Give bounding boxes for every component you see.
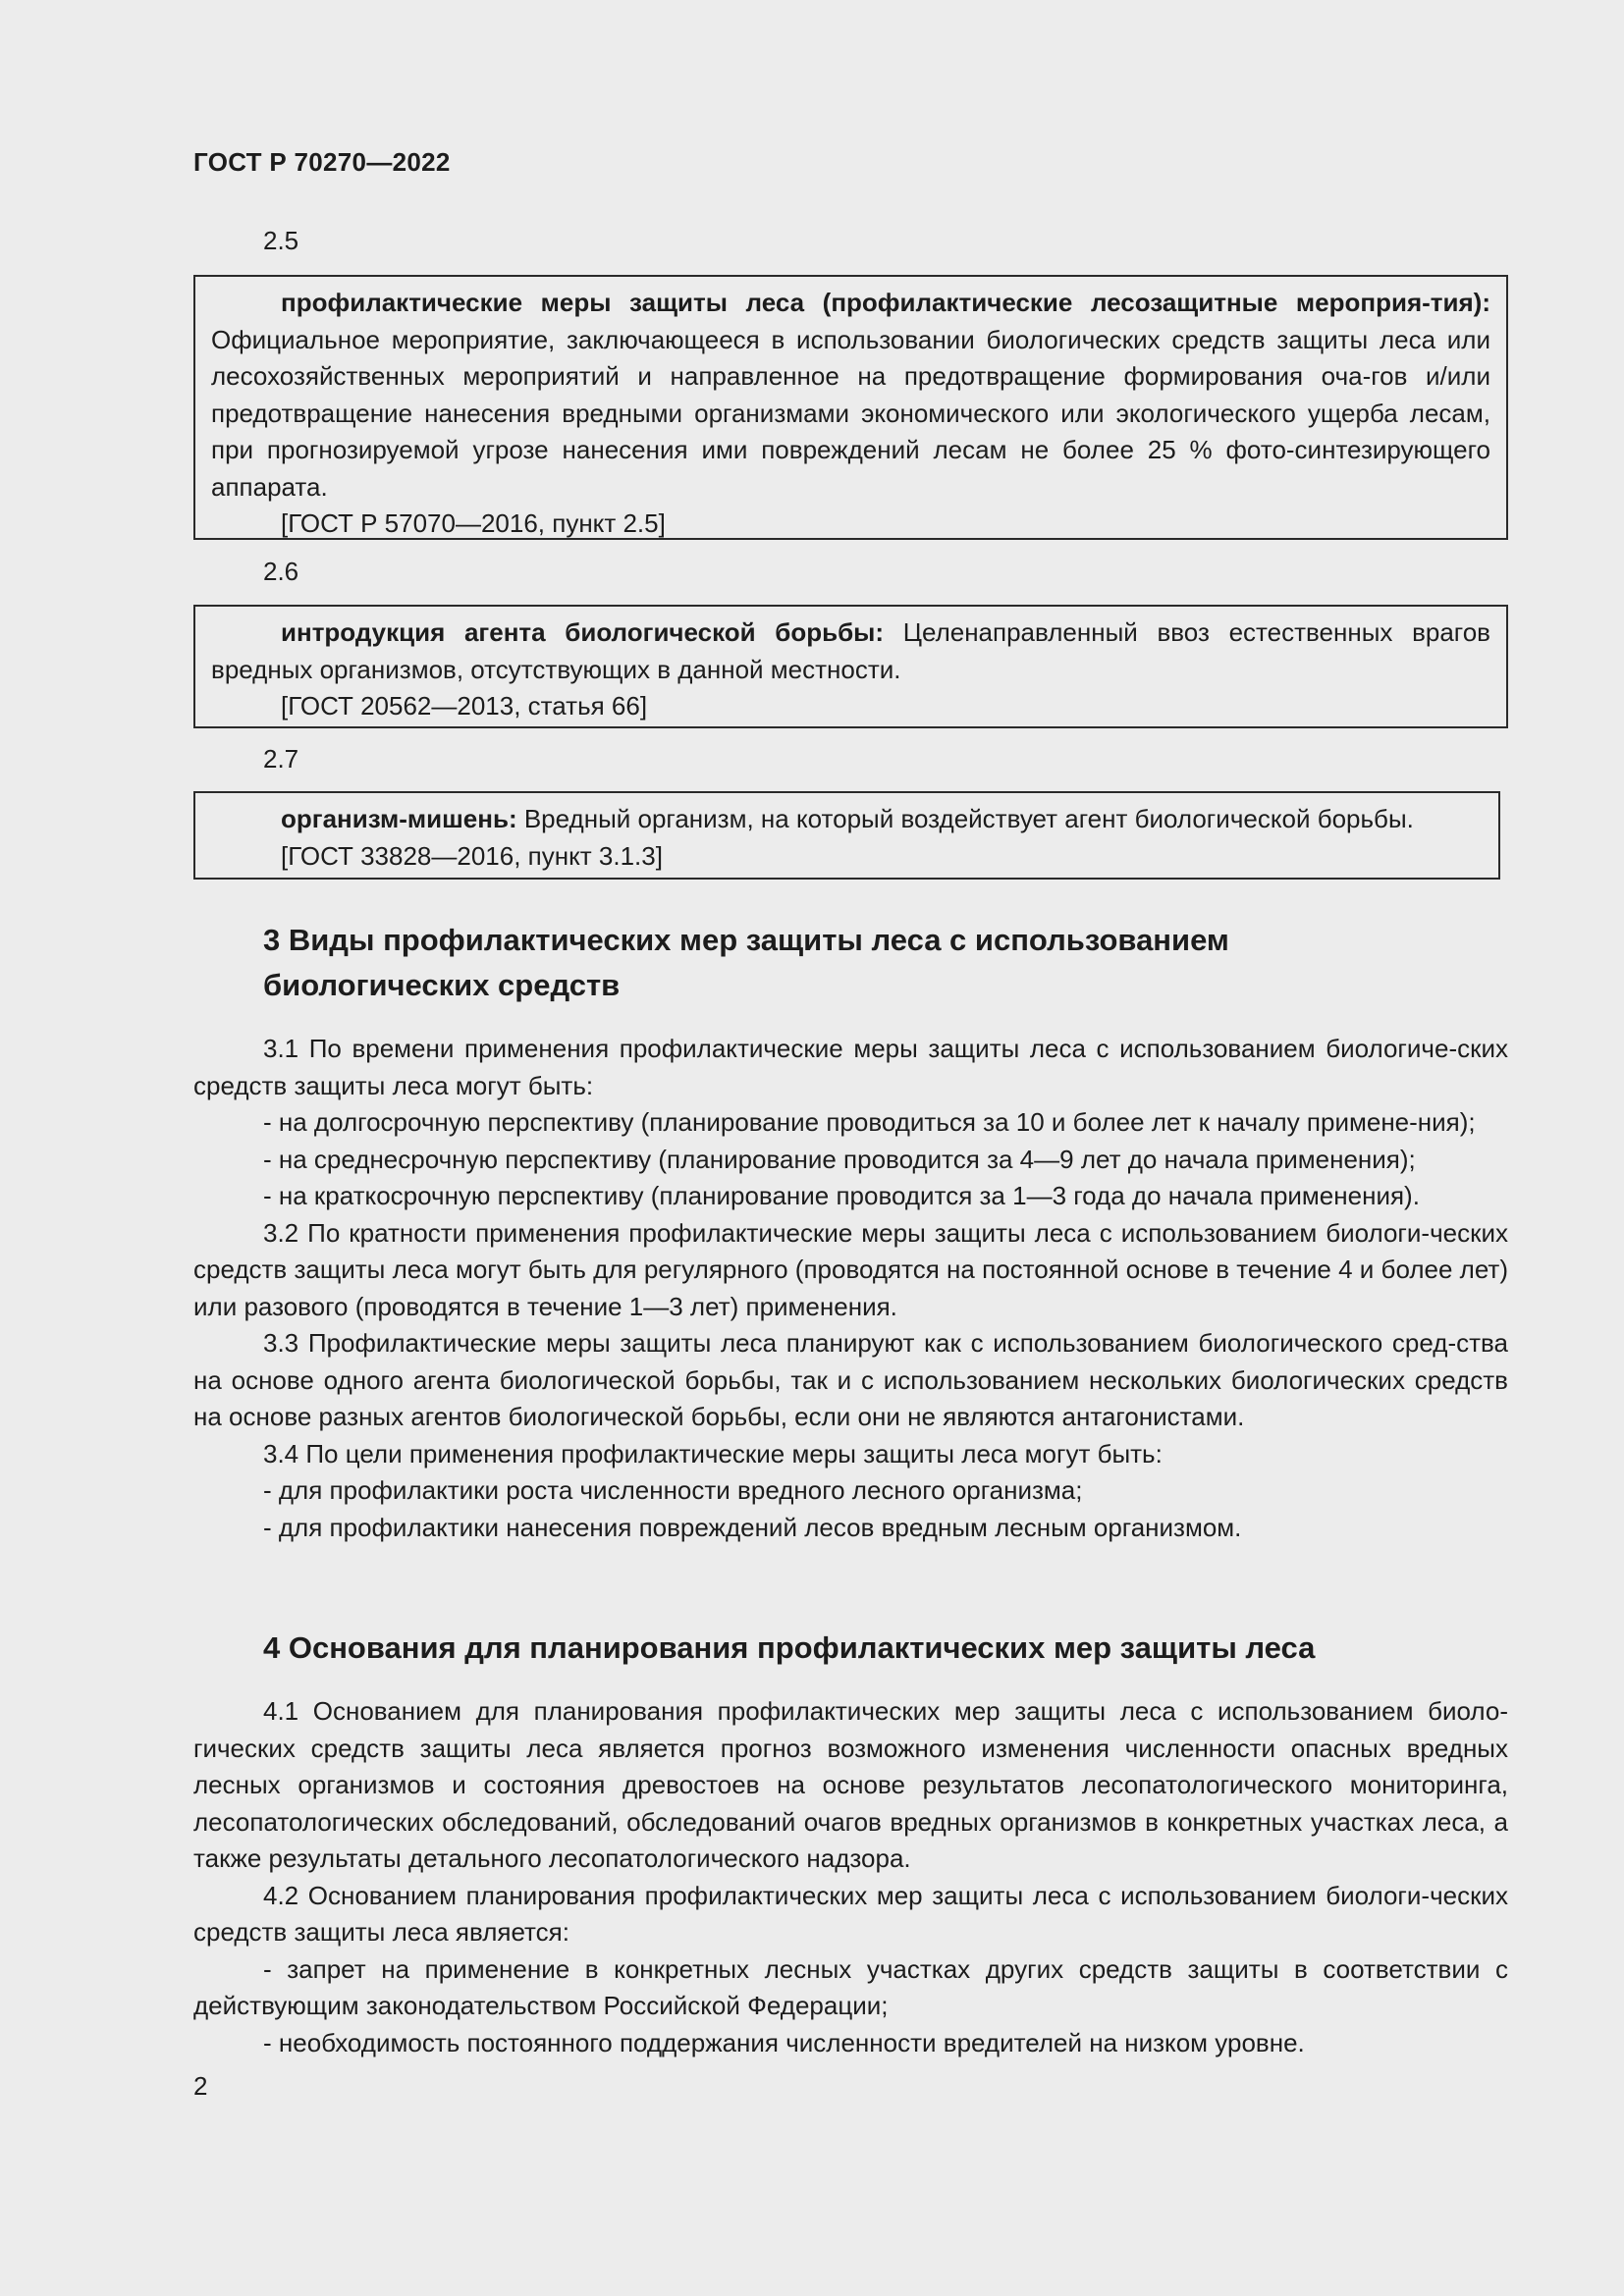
list-item: - на краткосрочную перспективу (планирование проводится за 1—3 года до начала применения). — [263, 1181, 1420, 1210]
paragraph: 3.1 По времени применения профилактические меры защиты леса с использованием биологиче-ских средств защиты леса могут быть: — [193, 1034, 1508, 1100]
term-source: [ГОСТ 20562—2013, статья 66] — [281, 691, 648, 721]
standard-header: ГОСТ Р 70270—2022 — [193, 147, 451, 177]
section-3-title — [263, 918, 1441, 1008]
list-item: - на среднесрочную перспективу (планирование проводится за 4—9 лет до начала применения); — [263, 1144, 1416, 1174]
paragraph: 4.2 Основанием планирования профилактических мер защиты леса с использованием биологи-ческих средств защиты леса является: — [193, 1880, 1508, 1947]
term-definition-paragraph — [211, 614, 1490, 688]
term-name: интродукция агента биологической борьбы: — [281, 617, 885, 647]
page-number: 2 — [193, 2071, 208, 2101]
term-box — [193, 791, 1500, 880]
section-4-title: 4 Основания для планирования профилактических мер защиты леса — [263, 1630, 1316, 1665]
section-title-line: биологических средств — [263, 968, 621, 1002]
term-name: организм-мишень: — [281, 804, 517, 833]
term-definition: Целенаправленный ввоз естественных врагов вредных организмов, отсутствующих в данной местности. — [211, 617, 1490, 684]
term-box — [193, 605, 1508, 728]
list-item: - запрет на применение в конкретных лесных участках других средств защиты в соответствии с действующим законодательством Российской Федерации; — [193, 1953, 1508, 2020]
section-title-line: 3 Виды профилактических мер защиты леса с использованием — [263, 923, 1229, 957]
term-definition-paragraph — [211, 285, 1490, 506]
paragraph: 3.2 По кратности применения профилактические меры защиты леса с использованием биологи-ческих средств защиты леса могут быть для регулярного (проводятся на постоянной основе в течение 4 и более лет) или разового (проводятся в течение 1—3 лет) применения. — [193, 1217, 1508, 1321]
paragraph: 3.4 По цели применения профилактические меры защиты леса могут быть: — [263, 1438, 1163, 1468]
term-source: [ГОСТ Р 57070—2016, пункт 2.5] — [281, 508, 666, 538]
section-4-body — [193, 1693, 1508, 2061]
list-item: - для профилактики роста численности вредного лесного организма; — [263, 1475, 1083, 1505]
list-item: - необходимость постоянного поддержания численности вредителей на низком уровне. — [263, 2027, 1305, 2057]
list-item: - на долгосрочную перспективу (планирование проводиться за 10 и более лет к началу примене-ния); — [263, 1107, 1476, 1137]
term-definition: Официальное мероприятие, заключающееся в использовании биологических средств защиты леса или лесохозяйственных мероприятий и направленное на предотвращение формирования оча-гов и/или предотвращение нанесения вредными организмами экономического или экологического ущерба лесам, при прогнозируемой угрозе нанесения ими повреждений лесам не более 25 % фото-синтезирующего аппарата. — [211, 324, 1490, 502]
paragraph: 3.3 Профилактические меры защиты леса планируют как с использованием биологического сред-ства на основе одного агента биологической борьбы, так и с использованием нескольких биологических средств на основе разных агентов биологической борьбы, если они не являются антагонистами. — [193, 1328, 1508, 1431]
section-3-body — [193, 1031, 1508, 1546]
term-definition: Вредный организм, на который воздействует агент биологической борьбы. — [523, 804, 1414, 833]
term-definition-paragraph — [211, 801, 1483, 838]
term-number: 2.6 — [263, 557, 299, 586]
term-number: 2.7 — [263, 744, 299, 774]
term-box — [193, 275, 1508, 540]
term-number: 2.5 — [263, 226, 299, 255]
term-source: [ГОСТ 33828—2016, пункт 3.1.3] — [281, 840, 663, 871]
paragraph: 4.1 Основанием для планирования профилактических мер защиты леса с использованием биоло-гических средств защиты леса является прогноз возможного изменения численности опасных вредных лесных организмов и состояния древостоев на основе результатов лесопатологического мониторинга, лесопатологических обследований, обследований очагов вредных организмов в конкретных участках леса, а также результаты детального лесопатологического надзора. — [193, 1696, 1508, 1873]
term-name: профилактические меры защиты леса (профилактические лесозащитные мероприя-тия): — [281, 288, 1490, 317]
list-item: - для профилактики нанесения повреждений лесов вредным лесным организмом. — [263, 1512, 1242, 1542]
